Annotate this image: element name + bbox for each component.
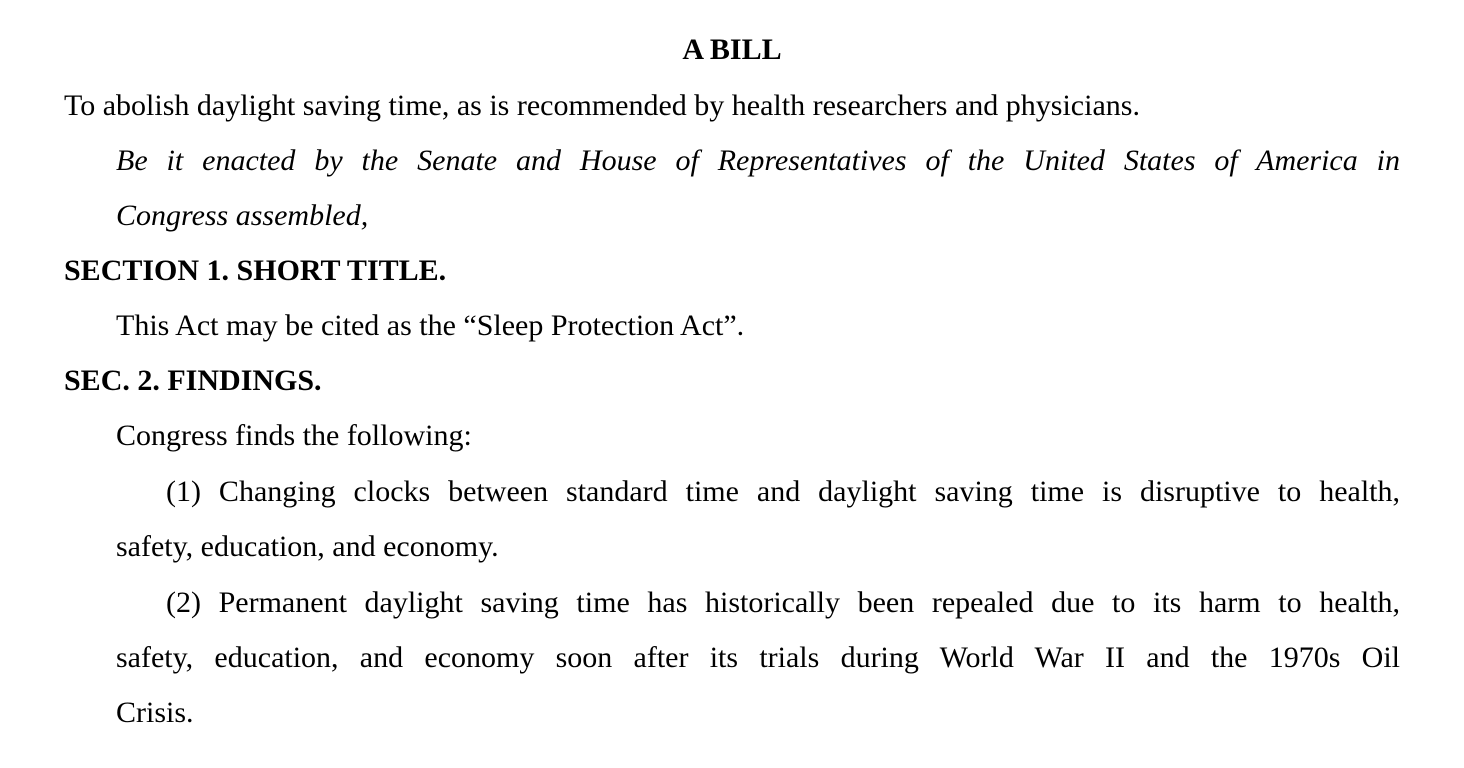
section-2-heading: SEC. 2. FINDINGS. xyxy=(64,364,322,397)
section-1-heading: SECTION 1. SHORT TITLE. xyxy=(64,254,447,287)
finding-1-line-1: (1) Changing clocks between standard time and daylight saving time is disruptive to health, xyxy=(166,475,1400,508)
finding-1-line-2: safety, education, and economy. xyxy=(116,530,499,563)
finding-2-line-1: (2) Permanent daylight saving time has historically been repealed due to its harm to health, xyxy=(166,586,1400,619)
finding-2-line-2: safety, education, and economy soon after its trials during World War II and the 1970s Oil xyxy=(116,641,1400,674)
bill-purpose: To abolish daylight saving time, as is recommended by health researchers and physicians. xyxy=(64,89,1140,122)
finding-2-line-3: Crisis. xyxy=(116,696,194,729)
enacting-clause-line-2: Congress assembled, xyxy=(116,199,369,232)
enacting-clause-line-1: Be it enacted by the Senate and House of Representatives of the United States of America in xyxy=(116,144,1400,177)
section-2-intro: Congress finds the following: xyxy=(116,419,472,452)
bill-heading: A BILL xyxy=(682,33,782,66)
section-1-text: This Act may be cited as the “Sleep Protection Act”. xyxy=(116,309,745,342)
